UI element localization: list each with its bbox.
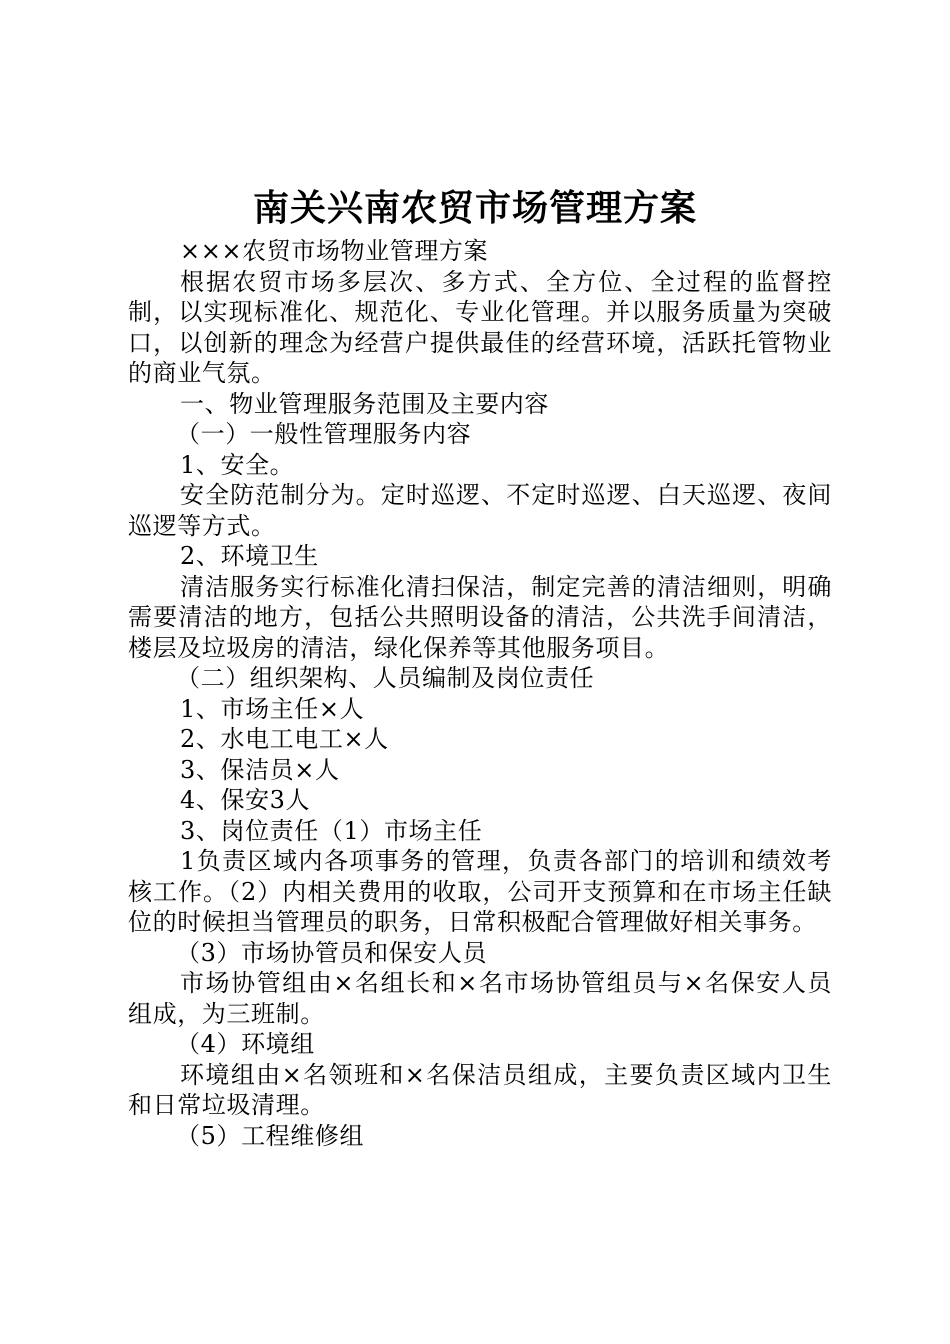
paragraph: 3、保洁员×人 <box>180 755 340 784</box>
paragraph: （4）环境组 <box>176 1030 315 1058</box>
paragraph: 安全防范制分为。定时巡逻、不定时巡逻、白天巡逻、夜间巡逻等方式。 <box>128 481 832 540</box>
paragraph: 1负责区域内各项事务的管理，负责各部门的培训和绩效考核工作。（2）内相关费用的收取，公司开支预算和在市场主任缺位的时候担当管理员的职务，日常积极配合管理做好相关事务。 <box>128 847 832 936</box>
paragraph: 3、岗位责任（1）市场主任 <box>180 816 483 845</box>
paragraph: 环境组由×名领班和×名保洁员组成，主要负责区域内卫生和日常垃圾清理。 <box>128 1060 832 1119</box>
paragraph: ×××农贸市场物业管理方案 <box>180 237 489 265</box>
paragraph: （3）市场协管员和保安人员 <box>176 938 488 967</box>
paragraph: （二）组织架构、人员编制及岗位责任 <box>176 664 595 692</box>
paragraph: （一）一般性管理服务内容 <box>176 420 472 448</box>
paragraph: 2、环境卫生 <box>180 542 319 570</box>
paragraph: 清洁服务实行标准化清扫保洁，制定完善的清洁细则，明确需要清洁的地方，包括公共照明设备的清洁，公共洗手间清洁，楼层及垃圾房的清洁，绿化保养等其他服务项目。 <box>128 572 832 662</box>
paragraph: 2、水电工电工×人 <box>180 725 389 753</box>
paragraph: 根据农贸市场多层次、多方式、全方位、全过程的监督控制，以实现标准化、规范化、专业化管理。并以服务质量为突破口，以创新的理念为经营户提供最佳的经营环境，活跃托管物业的商业气氛。 <box>128 267 832 387</box>
paragraph: 一、物业管理服务范围及主要内容 <box>180 389 549 418</box>
paragraph: 4、保安3人 <box>180 786 311 814</box>
paragraph: 1、市场主任×人 <box>180 694 365 723</box>
document-body <box>128 236 832 1151</box>
paragraph: （5）工程维修组 <box>176 1121 365 1150</box>
document-title: 南关兴南农贸市场管理方案 <box>252 187 697 229</box>
paragraph: 市场协管组由×名组长和×名市场协管组员与×名保安人员组成，为三班制。 <box>128 969 832 1028</box>
paragraph: 1、安全。 <box>180 450 295 479</box>
